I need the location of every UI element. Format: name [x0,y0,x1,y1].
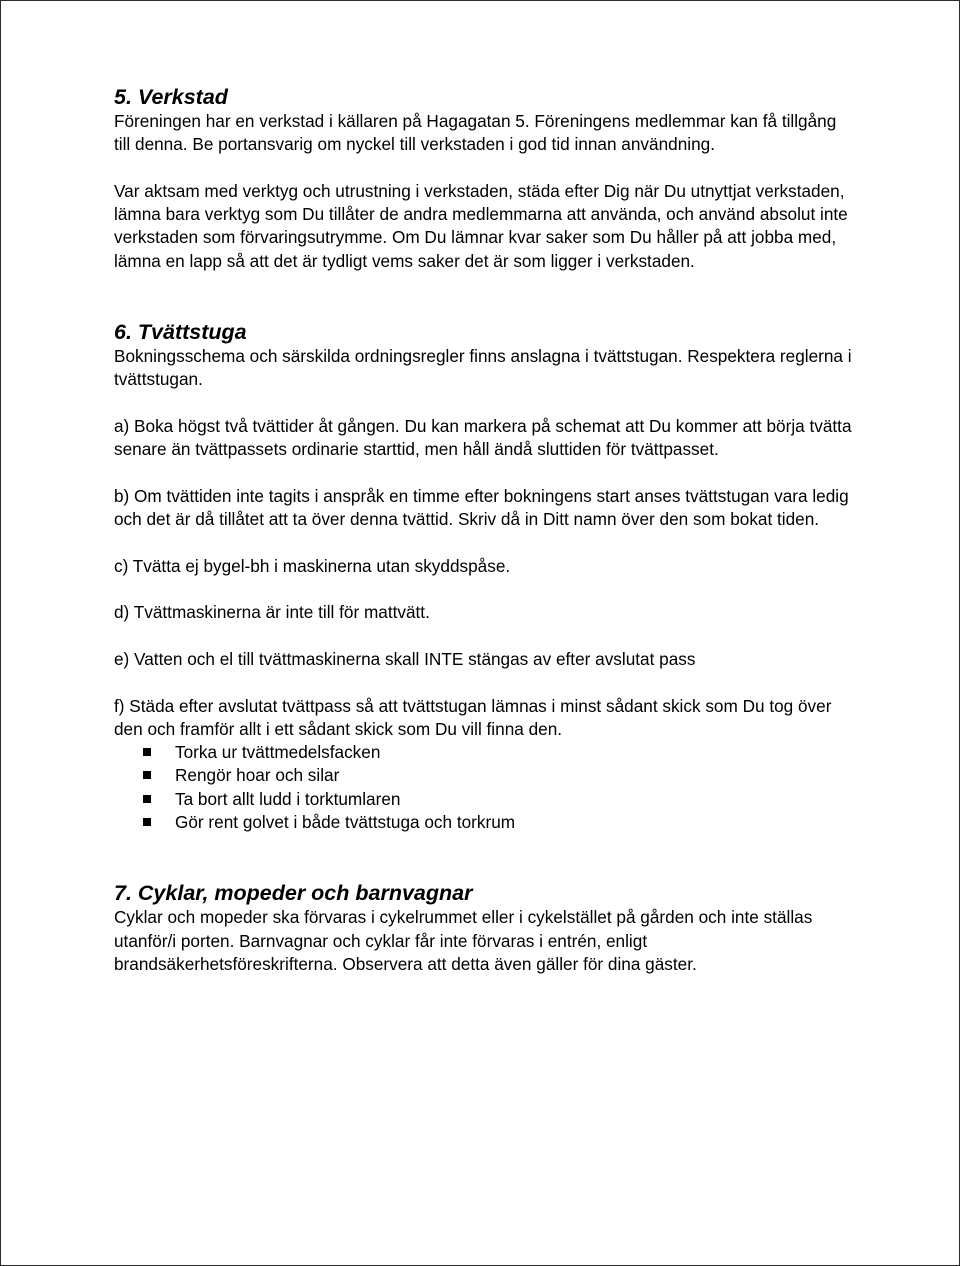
cleaning-checklist [114,741,854,834]
rule-c: c) Tvätta ej bygel-bh i maskinerna utan skyddspåse. [114,555,511,576]
verkstad-paragraph-2: Var aktsam med verktyg och utrustning i verkstaden, städa efter Dig när Du utnyttjat verkstaden, lämna bara verktyg som Du tillåter de andra medlemmarna att använda, och använd absolut inte verkstaden som förvaringsutrymme. Om Du lämnar kvar saker som Du håller på att jobba med, lämna en lapp så att det är tydligt vems saker det är som ligger i verkstaden. [114,180,848,271]
section-verkstad [114,84,854,273]
section-heading-cyklar: 7. Cyklar, mopeder och barnvagnar [114,881,473,906]
list-item-text: Rengör hoar och silar [175,765,340,786]
list-item [114,764,854,787]
square-bullet-icon [143,795,151,803]
rule-a: a) Boka högst två tvättider åt gången. Du kan markera på schemat att Du kommer att börja tvätta senare än tvättpassets ordinarie starttid, men håll ändå sluttiden för tvättpasset. [114,415,852,460]
section-heading-verkstad: 5. Verkstad [114,85,228,109]
square-bullet-icon [143,771,151,779]
list-item [114,741,854,764]
tvattstuga-intro: Bokningsschema och särskilda ordningsregler finns anslagna i tvättstugan. Respektera reglerna i tvättstugan. [114,346,852,390]
list-item-text: Ta bort allt ludd i torktumlaren [175,788,401,809]
square-bullet-icon [143,748,151,756]
section-heading-tvattstuga: 6. Tvättstuga [114,320,247,345]
rule-e: e) Vatten och el till tvättmaskinerna skall INTE stängas av efter avslutat pass [114,648,696,669]
square-bullet-icon [143,818,151,826]
rule-f: f) Städa efter avslutat tvättpass så att tvättstugan lämnas i minst sådant skick som Du tog över den och framför allt i ett sådant skick som Du vill finna den. [114,695,832,739]
section-tvattstuga [114,319,854,834]
cyklar-paragraph: Cyklar och mopeder ska förvaras i cykelrummet eller i cykelstället på gården och inte ställas utanför/i porten. Barnvagnar och cyklar får inte förvaras i entrén, enligt brandsäkerhetsföreskrifterna. Observera att detta även gäller för dina gäster. [114,907,813,974]
list-item [114,788,854,811]
list-item-text: Gör rent golvet i både tvättstuga och torkrum [175,812,516,833]
list-item-text: Torka ur tvättmedelsfacken [175,742,381,763]
rule-d: d) Tvättmaskinerna är inte till för mattvätt. [114,602,430,623]
section-cyklar [114,880,854,976]
document-content [114,84,854,976]
verkstad-paragraph-1: Föreningen har en verkstad i källaren på Hagagatan 5. Föreningens medlemmar kan få tillgång till denna. Be portansvarig om nyckel till verkstaden i god tid innan användning. [114,111,837,155]
list-item [114,811,854,834]
rule-b: b) Om tvättiden inte tagits i anspråk en timme efter bokningens start anses tvättstugan vara ledig och det är då tillåtet att ta över denna tvättid. Skriv då in Ditt namn över den som bokat tiden. [114,485,849,530]
